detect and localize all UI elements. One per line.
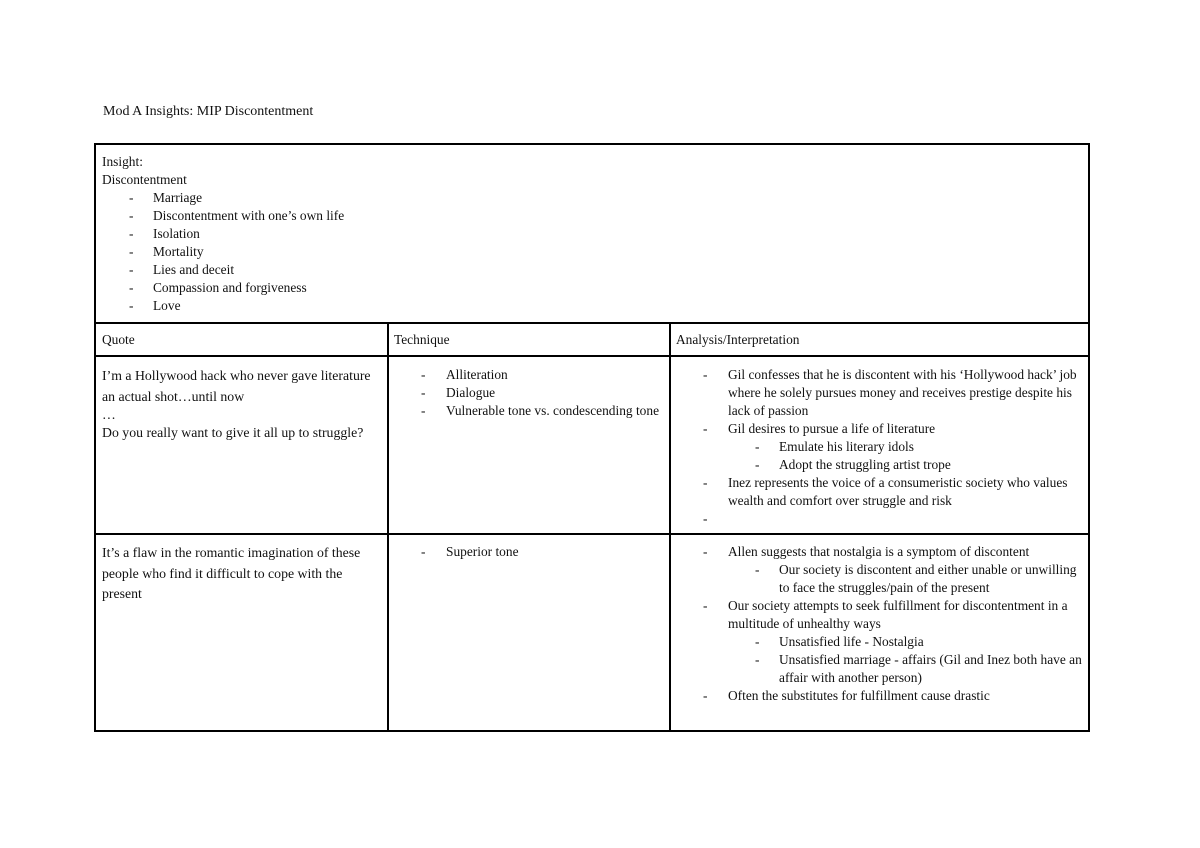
insight-item: - Love xyxy=(102,297,1062,315)
analysis-item: - Allen suggests that nostalgia is a symptom of discontent - Our society is discontent and either unable or unwilling to face the struggles/pain of the present xyxy=(676,543,1086,597)
table-row-1-technique xyxy=(394,366,668,420)
analysis-item: - Our society attempts to seek fulfillment for discontentment in a multitude of unhealthy ways - Unsatisfied life - Nostalgia - Unsatisfied marriage - affairs (Gil and Inez both have an affair with another person) xyxy=(676,597,1086,687)
analysis-item: - Gil desires to pursue a life of literature - Emulate his literary idols - Adopt the struggling artist trope xyxy=(676,420,1086,474)
table-row-2-technique xyxy=(394,543,668,561)
analysis-item: - Inez represents the voice of a consumeristic society who values wealth and comfort over struggle and risk xyxy=(676,474,1086,510)
analysis-list xyxy=(676,543,1086,705)
table-row-1-quote xyxy=(102,366,384,444)
column-divider xyxy=(387,322,389,730)
row-divider xyxy=(96,322,1088,324)
document-title: Mod A Insights: MIP Discontentment xyxy=(103,104,314,119)
quote-line: I’m a Hollywood hack who never gave literature an actual shot…until now xyxy=(102,368,371,404)
table-row-1-analysis xyxy=(676,366,1086,528)
column-header-analysis: Analysis/Interpretation xyxy=(676,332,800,347)
analysis-list xyxy=(676,366,1086,528)
insight-heading: Discontentment xyxy=(102,172,187,187)
insight-list xyxy=(102,189,1062,315)
insight-item: - Mortality xyxy=(102,243,1062,261)
insight-cell xyxy=(102,153,1062,315)
insight-item: - Discontentment with one’s own life xyxy=(102,207,1062,225)
analysis-subitem: - Unsatisfied marriage - affairs (Gil and Inez both have an affair with another person) xyxy=(728,651,1086,687)
analysis-subitem: - Unsatisfied life - Nostalgia xyxy=(728,633,1086,651)
technique-item: - Dialogue xyxy=(394,384,668,402)
insight-item: - Lies and deceit xyxy=(102,261,1062,279)
quote-line: … xyxy=(102,407,116,422)
analysis-subitem: - Our society is discontent and either unable or unwilling to face the struggles/pain of the present xyxy=(728,561,1086,597)
column-header-technique: Technique xyxy=(394,332,450,347)
analysis-subitem: - Emulate his literary idols xyxy=(728,438,1086,456)
analysis-sublist xyxy=(728,561,1086,597)
insight-item: - Isolation xyxy=(102,225,1062,243)
quote-line: Do you really want to give it all up to struggle? xyxy=(102,425,364,440)
quote-line: It’s a flaw in the romantic imagination of these people who find it difficult to cope with the present xyxy=(102,545,361,601)
insight-item: - Marriage xyxy=(102,189,1062,207)
insight-item: - Compassion and forgiveness xyxy=(102,279,1062,297)
analysis-item: - Often the substitutes for fulfillment cause drastic xyxy=(676,687,1086,705)
insight-table xyxy=(94,143,1090,732)
analysis-item xyxy=(676,510,1086,528)
analysis-item: - Gil confesses that he is discontent with his ‘Hollywood hack’ job where he solely pursues money and receives prestige despite his lack of passion xyxy=(676,366,1086,420)
row-divider xyxy=(96,355,1088,357)
analysis-subitem: - Adopt the struggling artist trope xyxy=(728,456,1086,474)
technique-list xyxy=(394,366,668,420)
row-divider xyxy=(96,533,1088,535)
table-row-2-analysis xyxy=(676,543,1086,705)
analysis-sublist xyxy=(728,633,1086,687)
table-row-2-quote xyxy=(102,543,384,605)
technique-item: - Alliteration xyxy=(394,366,668,384)
technique-item: - Vulnerable tone vs. condescending tone xyxy=(394,402,668,420)
analysis-sublist xyxy=(728,438,1086,474)
insight-label: Insight: xyxy=(102,154,143,169)
column-header-quote: Quote xyxy=(102,332,135,347)
column-divider xyxy=(669,322,671,730)
technique-item: - Superior tone xyxy=(394,543,668,561)
technique-list xyxy=(394,543,668,561)
